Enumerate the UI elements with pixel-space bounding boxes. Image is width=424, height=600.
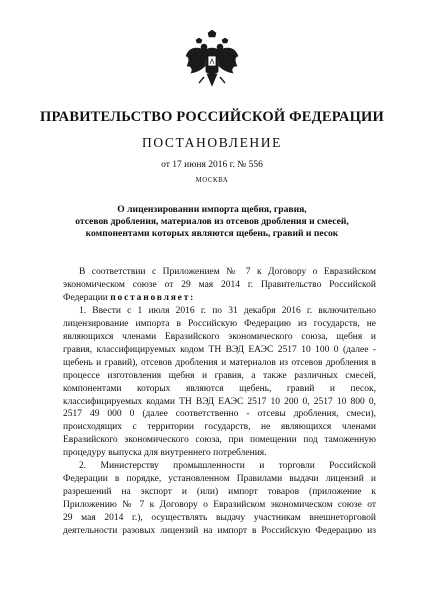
decree-title (0, 204, 424, 241)
item-2-line: деятельности разовых лицензий на импорт в Российскую Федерацию из (63, 526, 376, 537)
document-type: ПОСТАНОВЛЕНИЕ (142, 135, 282, 150)
item-1-line: компонентами которых являются щебень, гравий и песок, (63, 383, 376, 394)
item-2-line: Федерации в порядке, установленном Правилами выдачи лицензий и (63, 474, 376, 485)
item-1-line: Евразийского экономического союза, при помещении под таможенную (63, 435, 376, 446)
item-1-line: являющихся членами Евразийского экономического союза, щебня и (63, 331, 376, 342)
item-1-line: 1. Ввести с 1 июля 2016 г. по 31 декабря 2016 г. включительно (79, 305, 376, 316)
title-line: компонентами которых являются щебень, гравий и песок (85, 228, 339, 240)
item-2-line: Приложению № 7 к Договору о Евразийском экономическом союзе от (63, 500, 376, 511)
date-number-line: от 17 июня 2016 г. № 556 (161, 160, 263, 170)
item-2-line: 29 мая 2014 г.), осуществлять выдачу участникам внешнеторговой (63, 513, 376, 524)
russian-coat-of-arms-icon (185, 30, 239, 90)
item-1-line: процедуру выпуска для внутреннего потребления. (63, 448, 267, 459)
body-line: В соответствии с Приложением № 7 к Договору о Евразийском (79, 267, 376, 277)
item-1-line: гравия, классифицируемых кодом ТН ВЭД ЕАЭС 2517 10 100 0 (далее - (63, 344, 376, 355)
item-1-line: происходящих с территории государств, не являющихся членами (63, 422, 376, 433)
body-line (63, 292, 376, 305)
item-2-line: разрешений на экспорт и (или) импорт товаров (приложение к (63, 487, 376, 498)
body-line: экономическом союзе от 29 мая 2014 г. Правительство Российской (63, 279, 376, 290)
government-heading: ПРАВИТЕЛЬСТВО РОССИЙСКОЙ ФЕДЕРАЦИИ (39, 109, 385, 125)
item-1-line: 2517 49 000 0 (далее соответственно - отсевы дробления, смеси), (63, 409, 376, 420)
item-1-line: классифицируемых кодами ТН ВЭД ЕАЭС 2517 10 200 0, 2517 10 800 0, (63, 396, 376, 407)
decree-body (63, 266, 376, 538)
item-2-line: 2. Министерству промышленности и торговли Российской (79, 461, 376, 472)
item-1-line: лицензирование импорта в Российскую Федерацию из государств, не (63, 318, 376, 329)
item-1-line: процессе изготовления щебня и гравия, а также различных смесей, (63, 370, 376, 381)
city-label: МОСКВА (195, 177, 229, 184)
postanovlyaet-keyword: постановляет: (110, 292, 196, 303)
item-1-line: щебень и гравий), отсевов дробления и материалов из отсевов дробления в (63, 357, 376, 368)
title-line: О лицензировании импорта щебня, гравия, (117, 204, 307, 215)
preamble-prefix: Федерации (63, 292, 111, 303)
title-line: отсевов дробления, материалов из отсевов дробления и смесей, (75, 216, 349, 228)
